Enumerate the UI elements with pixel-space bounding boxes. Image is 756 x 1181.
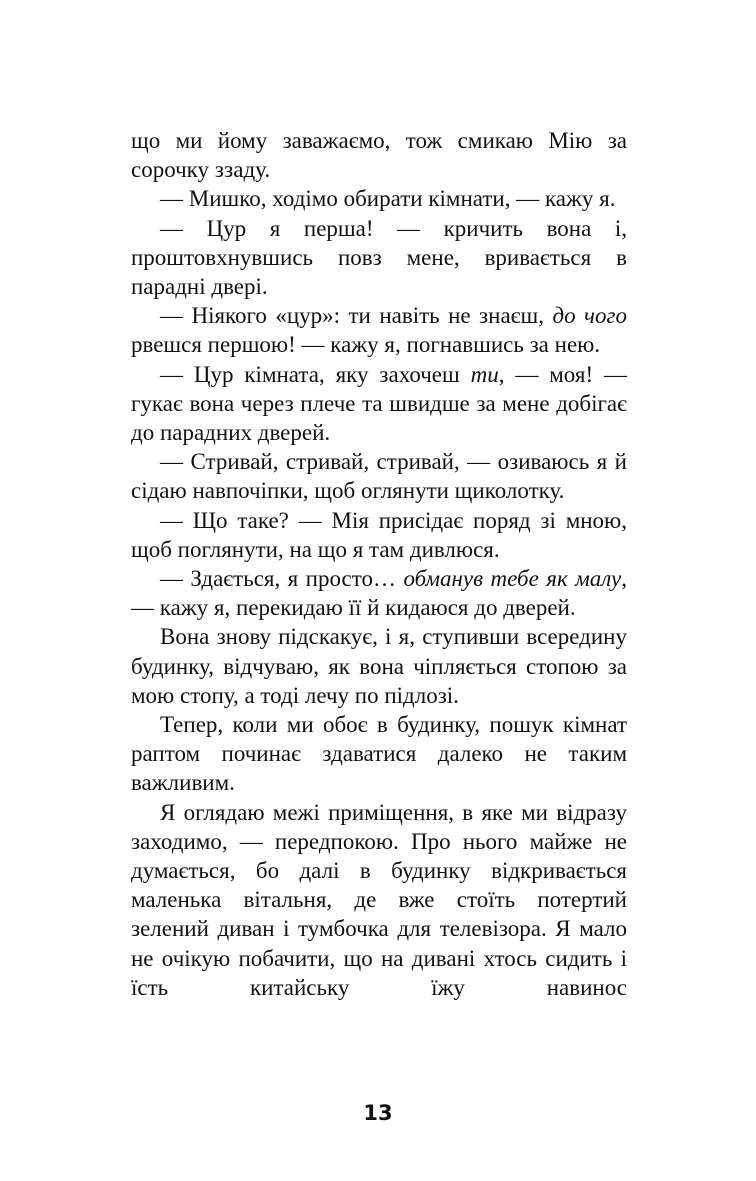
text-segment: — Що таке? — Мія присідає поряд зі мною, щоб поглянути, на що я там дивлюся.: [131, 507, 627, 562]
text-segment: рвешся першою! — кажу я, погнавшись за нею.: [131, 332, 601, 358]
paragraph-6: [131, 447, 627, 505]
text-segment: — Стривай, стривай, стривай, — озиваюсь я й сідаю навпочіпки, щоб оглянути щиколотку.: [131, 449, 627, 504]
italic-segment: до чого: [552, 303, 627, 329]
page-number: 13: [363, 1101, 393, 1125]
paragraph-4: [131, 301, 627, 359]
text-segment: — Цур я перша! — кричить вона і, проштовхнувшись повз мене, вривається в парадні двері.: [131, 215, 627, 300]
text-segment: Тепер, коли ми обоє в будинку, пошук кімнат раптом починає здаватися далеко не таким важливим.: [131, 712, 627, 796]
text-segment: — Здається, я просто…: [160, 566, 404, 592]
text-segment: , — моя! — гукає вона через плече та швидше за мене добігає до парадних дверей.: [131, 361, 627, 446]
text-segment: Я оглядаю межі приміщення, в яке ми відразу заходимо, — передпокою. Про нього майже не думається, бо далі в будинку відкривається маленька вітальня, де вже стоїть потертий зелений диван і тумбочка для телевізора. Я мало не очікую побачити, що на дивані хтось сидить і їсть китайську їжу навинос: [131, 799, 627, 1000]
italic-segment: обманув тебе як малу: [403, 566, 622, 592]
paragraph-7: [131, 506, 627, 564]
text-segment: — Цур кімната, яку захочеш: [160, 361, 471, 387]
paragraph-2: [131, 184, 627, 213]
body-text: [131, 126, 627, 1002]
text-segment: , — кажу я, перекидаю її й кидаюся до дверей.: [131, 566, 627, 621]
text-segment: — Мишко, ходімо обирати кімнати, — кажу я.: [160, 186, 616, 212]
italic-segment: ти: [470, 361, 499, 387]
paragraph-5: [131, 360, 627, 448]
text-segment: що ми йому заважаємо, тож смикаю Мію за сорочку ззаду.: [131, 128, 627, 183]
text-segment: Вона знову підскакує, і я, ступивши всередину будинку, відчуваю, як вона чіпляється стопою за мою стопу, а тоді лечу по підлозі.: [131, 624, 627, 708]
paragraph-11: [131, 798, 627, 1002]
paragraph-9: [131, 622, 627, 710]
paragraph-1: [131, 126, 627, 184]
paragraph-8: [131, 564, 627, 622]
paragraph-10: [131, 710, 627, 798]
text-segment: — Ніякого «цур»: ти навіть не знаєш,: [160, 303, 553, 329]
paragraph-3: [131, 214, 627, 302]
